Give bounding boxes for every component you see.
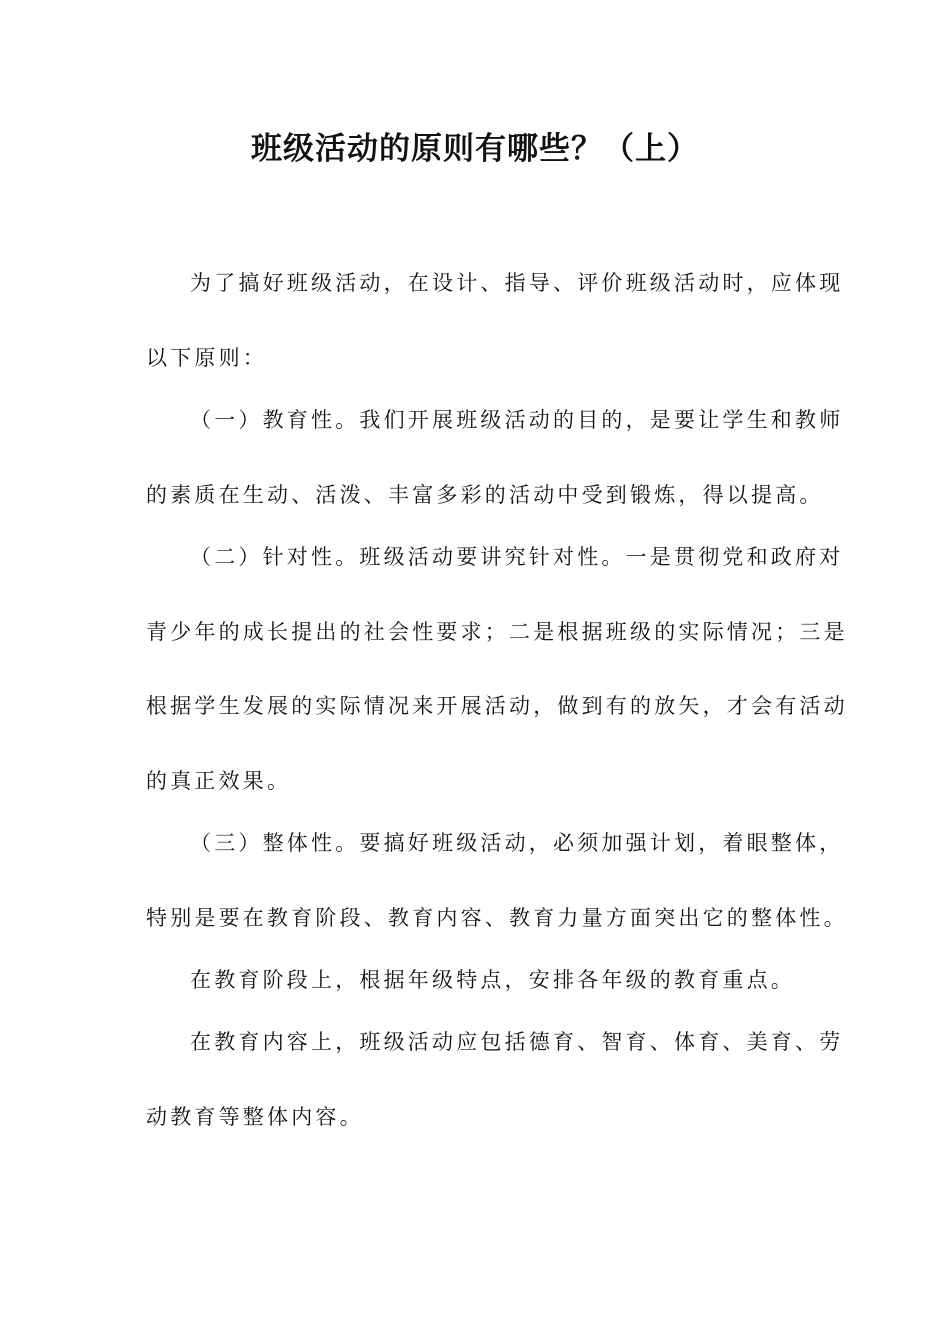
paragraph-line: 根据学生发展的实际情况来开展活动，做到有的放矢，才会有活动 <box>146 694 848 718</box>
paragraph-line: 的素质在生动、活泼、丰富多彩的活动中受到锻炼，得以提高。 <box>146 483 824 507</box>
document-title: 班级活动的原则有哪些？（上） <box>251 131 699 167</box>
paragraph-line: 动教育等整体内容。 <box>146 1105 364 1129</box>
paragraph-line: （一）教育性。我们开展班级活动的目的，是要让学生和教师 <box>190 408 844 432</box>
paragraph-line: 青少年的成长提出的社会性要求；二是根据班级的实际情况；三是 <box>146 620 848 644</box>
paragraph-line: 特别是要在教育阶段、教育内容、教育力量方面突出它的整体性。 <box>146 906 848 930</box>
paragraph-line: （三）整体性。要搞好班级活动，必须加强计划，着眼整体， <box>190 831 844 855</box>
paragraph-line: （二）针对性。班级活动要讲究针对性。一是贯彻党和政府对 <box>190 545 844 569</box>
paragraph-line: 在教育内容上，班级活动应包括德育、智育、体育、美育、劳 <box>190 1030 844 1054</box>
paragraph-line: 为了搞好班级活动，在设计、指导、评价班级活动时，应体现 <box>190 271 844 295</box>
paragraph-line: 的真正效果。 <box>146 769 292 793</box>
paragraph-line: 以下原则： <box>146 346 267 370</box>
paragraph-line: 在教育阶段上，根据年级特点，安排各年级的教育重点。 <box>190 968 795 992</box>
